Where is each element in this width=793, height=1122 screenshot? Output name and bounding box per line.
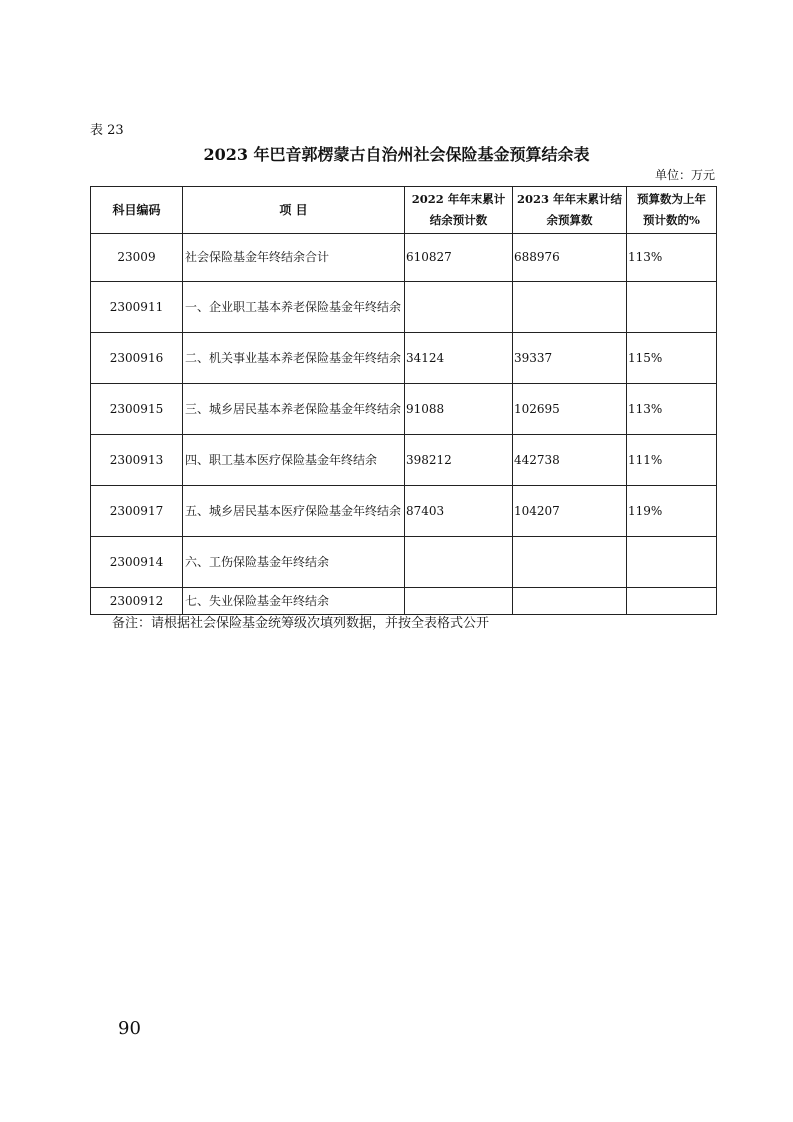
table-row: [91, 384, 717, 435]
row-value-2023: [513, 282, 627, 333]
header-2023-line2: 余预算数: [546, 213, 593, 227]
row-value-2022: [405, 282, 513, 333]
row-ratio: [627, 537, 717, 588]
row-ratio: [627, 282, 717, 333]
row-item: 三、城乡居民基本养老保险基金年终结余: [183, 384, 405, 435]
row-code: 2300916: [91, 333, 183, 384]
table-header-row: [91, 187, 717, 234]
header-2022-line2: 结余预计数: [429, 213, 488, 227]
row-ratio: 119%: [627, 486, 717, 537]
row-ratio: 113%: [627, 234, 717, 282]
row-ratio: 115%: [627, 333, 717, 384]
row-item: 二、机关事业基本养老保险基金年终结余: [183, 333, 405, 384]
header-ratio-line1: 预算数为上年: [637, 192, 706, 206]
row-value-2023: [513, 537, 627, 588]
unit-label: 单位：万元: [654, 168, 715, 182]
row-item: 七、失业保险基金年终结余: [183, 588, 405, 615]
header-item: 项 目: [183, 187, 405, 234]
row-code: 2300915: [91, 384, 183, 435]
page-number: 90: [118, 1018, 141, 1039]
row-value-2023: 104207: [513, 486, 627, 537]
table-row: [91, 486, 717, 537]
row-item: 四、职工基本医疗保险基金年终结余: [183, 435, 405, 486]
row-code: 2300914: [91, 537, 183, 588]
document-title: 2023 年巴音郭楞蒙古自治州社会保险基金预算结余表: [203, 145, 590, 164]
row-item: 五、城乡居民基本医疗保险基金年终结余: [183, 486, 405, 537]
row-code: 2300917: [91, 486, 183, 537]
table-row: [91, 537, 717, 588]
row-item: 六、工伤保险基金年终结余: [183, 537, 405, 588]
row-ratio: 113%: [627, 384, 717, 435]
row-ratio: [627, 588, 717, 615]
header-2022-line1: 2022 年年末累计: [411, 192, 506, 206]
row-value-2023: 102695: [513, 384, 627, 435]
row-ratio: 111%: [627, 435, 717, 486]
table-row: [91, 333, 717, 384]
row-value-2022: [405, 537, 513, 588]
row-value-2022: 610827: [405, 234, 513, 282]
table-row: [91, 234, 717, 282]
row-value-2023: 688976: [513, 234, 627, 282]
row-item: 社会保险基金年终结余合计: [183, 234, 405, 282]
table-row: [91, 435, 717, 486]
header-2023: [513, 187, 627, 234]
row-code: 2300913: [91, 435, 183, 486]
row-value-2023: 442738: [513, 435, 627, 486]
row-item: 一、企业职工基本养老保险基金年终结余: [183, 282, 405, 333]
row-value-2023: 39337: [513, 333, 627, 384]
table-label: 表 23: [90, 123, 124, 138]
row-value-2022: 34124: [405, 333, 513, 384]
row-value-2022: 398212: [405, 435, 513, 486]
budget-balance-table: [90, 186, 717, 615]
header-2022: [405, 187, 513, 234]
row-value-2022: 87403: [405, 486, 513, 537]
row-code: 2300912: [91, 588, 183, 615]
row-code: 2300911: [91, 282, 183, 333]
row-code: 23009: [91, 234, 183, 282]
table-note: 备注：请根据社会保险基金统筹级次填列数据，并按全表格式公开: [112, 616, 490, 631]
header-ratio-line2: 预计数的%: [643, 213, 700, 227]
row-value-2022: 91088: [405, 384, 513, 435]
header-code: 科目编码: [91, 187, 183, 234]
row-value-2023: [513, 588, 627, 615]
header-2023-line1: 2023 年年末累计结: [516, 192, 622, 206]
table-row: [91, 282, 717, 333]
header-ratio: [627, 187, 717, 234]
table-row: [91, 588, 717, 615]
row-value-2022: [405, 588, 513, 615]
